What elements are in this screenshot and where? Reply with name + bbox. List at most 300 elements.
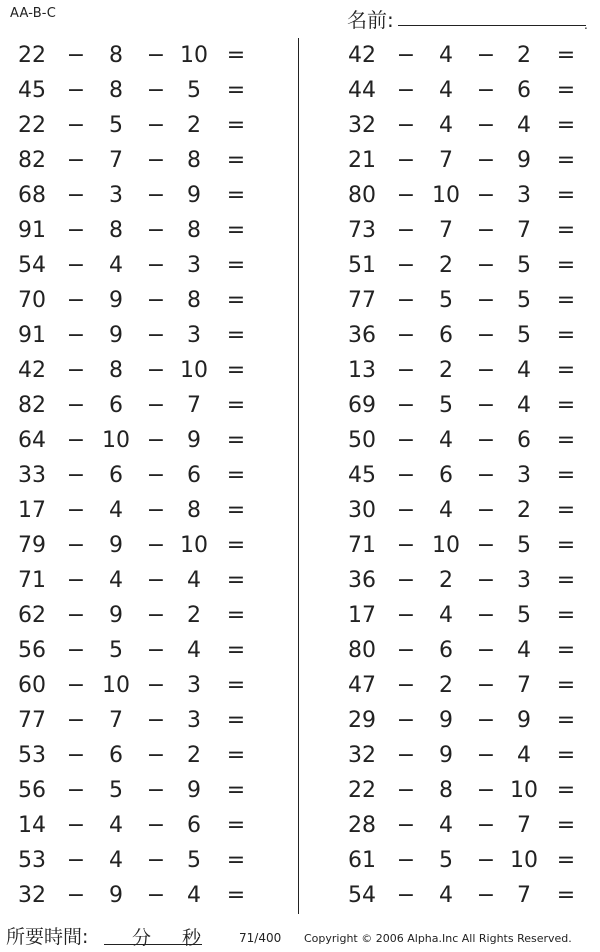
minuend: 29 [348,708,376,733]
problem-row [0,493,270,528]
problem-row [0,563,270,598]
subtrahend-1: 4 [109,498,123,523]
subtrahend-1: 9 [109,323,123,348]
minuend: 56 [18,778,46,803]
minuend: 80 [348,638,376,663]
minuend: 56 [18,638,46,663]
minus-sign: − [476,708,496,733]
equals-sign: = [556,743,576,768]
minus-sign: − [476,568,496,593]
subtrahend-1: 6 [439,463,453,488]
minuend: 80 [348,183,376,208]
minus-sign: − [396,603,416,628]
problem-row [330,178,600,213]
minus-sign: − [476,498,496,523]
problem-row [0,423,270,458]
minuend: 61 [348,848,376,873]
problem-row [330,703,600,738]
minuend: 51 [348,253,376,278]
minus-sign: − [146,113,166,138]
subtrahend-2: 2 [187,743,201,768]
equals-sign: = [556,253,576,278]
subtrahend-2: 6 [187,813,201,838]
subtrahend-1: 7 [439,148,453,173]
problem-row [330,388,600,423]
subtrahend-1: 10 [432,533,460,558]
minus-sign: − [66,883,86,908]
subtrahend-2: 10 [180,533,208,558]
subtrahend-2: 4 [517,743,531,768]
minus-sign: − [476,288,496,313]
minuend: 70 [18,288,46,313]
minus-sign: − [396,778,416,803]
problem-row [330,213,600,248]
subtrahend-2: 10 [180,43,208,68]
problem-row [0,528,270,563]
minuend: 17 [18,498,46,523]
equals-sign: = [556,708,576,733]
minus-sign: − [66,463,86,488]
subtrahend-2: 5 [517,323,531,348]
minus-sign: − [66,288,86,313]
subtrahend-1: 10 [102,428,130,453]
subtrahend-2: 7 [517,883,531,908]
equals-sign: = [226,743,246,768]
minus-sign: − [66,78,86,103]
minuend: 17 [348,603,376,628]
subtrahend-2: 7 [517,673,531,698]
minuend: 14 [18,813,46,838]
subtrahend-1: 5 [439,288,453,313]
minuend: 71 [18,568,46,593]
minus-sign: − [396,883,416,908]
subtrahend-2: 7 [517,813,531,838]
minuend: 68 [18,183,46,208]
problem-row [330,283,600,318]
subtrahend-1: 5 [109,778,123,803]
minus-sign: − [476,778,496,803]
problem-row [0,283,270,318]
problem-row [0,808,270,843]
minuend: 32 [348,743,376,768]
equals-sign: = [226,43,246,68]
equals-sign: = [556,78,576,103]
minus-sign: − [396,708,416,733]
subtrahend-1: 8 [109,218,123,243]
minus-sign: − [146,568,166,593]
problem-row [330,353,600,388]
subtrahend-2: 7 [187,393,201,418]
subtrahend-2: 2 [187,113,201,138]
equals-sign: = [226,533,246,558]
subtrahend-1: 9 [109,883,123,908]
minus-sign: − [146,813,166,838]
minus-sign: − [66,218,86,243]
equals-sign: = [226,778,246,803]
minus-sign: − [146,743,166,768]
minuend: 91 [18,218,46,243]
problems-right-column [330,38,600,913]
problem-row [0,143,270,178]
equals-sign: = [556,813,576,838]
minus-sign: − [66,743,86,768]
problem-row [0,248,270,283]
minus-sign: − [66,498,86,523]
equals-sign: = [556,848,576,873]
minus-sign: − [476,883,496,908]
minuend: 73 [348,218,376,243]
minus-sign: − [66,533,86,558]
subtrahend-2: 3 [517,463,531,488]
name-field-line[interactable] [398,25,586,26]
subtrahend-2: 3 [517,568,531,593]
equals-sign: = [226,393,246,418]
minus-sign: − [476,673,496,698]
problem-row [0,598,270,633]
minuend: 53 [18,743,46,768]
subtrahend-2: 2 [187,603,201,628]
minuend: 42 [348,43,376,68]
subtrahend-2: 2 [517,43,531,68]
problem-row [0,38,270,73]
subtrahend-2: 9 [187,778,201,803]
minuend: 79 [18,533,46,558]
equals-sign: = [226,568,246,593]
minus-sign: − [66,43,86,68]
equals-sign: = [226,358,246,383]
problem-row [0,178,270,213]
minus-sign: − [66,358,86,383]
subtrahend-2: 3 [187,323,201,348]
equals-sign: = [556,603,576,628]
subtrahend-1: 7 [439,218,453,243]
equals-sign: = [226,708,246,733]
problem-row [330,738,600,773]
equals-sign: = [226,638,246,663]
minus-sign: − [66,568,86,593]
minus-sign: − [66,673,86,698]
worksheet-code: AA-B-C [10,6,56,21]
subtrahend-2: 4 [187,568,201,593]
equals-sign: = [226,148,246,173]
subtrahend-1: 9 [109,288,123,313]
minus-sign: − [476,218,496,243]
equals-sign: = [226,218,246,243]
subtrahend-1: 4 [439,883,453,908]
minus-sign: − [396,288,416,313]
subtrahend-2: 3 [187,673,201,698]
problem-row [0,213,270,248]
minus-sign: − [476,323,496,348]
subtrahend-2: 5 [517,288,531,313]
minus-sign: − [476,603,496,628]
minus-sign: − [146,463,166,488]
minus-sign: − [66,708,86,733]
minuend: 82 [18,148,46,173]
problem-row [330,563,600,598]
minus-sign: − [396,253,416,278]
subtrahend-1: 8 [109,78,123,103]
subtrahend-1: 4 [439,113,453,138]
subtrahend-1: 3 [109,183,123,208]
equals-sign: = [556,568,576,593]
subtrahend-1: 4 [439,603,453,628]
equals-sign: = [556,43,576,68]
column-divider [298,38,299,914]
problem-row [330,73,600,108]
equals-sign: = [226,78,246,103]
subtrahend-2: 8 [187,148,201,173]
equals-sign: = [226,183,246,208]
minuend: 33 [18,463,46,488]
minus-sign: − [476,848,496,873]
equals-sign: = [226,603,246,628]
problem-row [330,598,600,633]
minus-sign: − [476,463,496,488]
minuend: 77 [348,288,376,313]
minus-sign: − [146,673,166,698]
subtrahend-2: 7 [517,218,531,243]
minus-sign: − [396,78,416,103]
minus-sign: − [146,323,166,348]
subtrahend-2: 6 [517,428,531,453]
problem-row [330,423,600,458]
minus-sign: − [396,813,416,838]
problem-row [330,248,600,283]
minus-sign: − [66,253,86,278]
minus-sign: − [146,638,166,663]
equals-sign: = [226,288,246,313]
name-label: 名前: [347,8,394,32]
equals-sign: = [226,848,246,873]
minuend: 77 [18,708,46,733]
minuend: 54 [348,883,376,908]
subtrahend-2: 9 [187,183,201,208]
subtrahend-1: 6 [109,743,123,768]
problem-row [0,353,270,388]
time-label: 所要時間: [6,926,89,948]
minuend: 53 [18,848,46,873]
equals-sign: = [556,673,576,698]
subtrahend-1: 6 [439,638,453,663]
subtrahend-1: 4 [439,43,453,68]
minus-sign: − [476,393,496,418]
minus-sign: − [396,323,416,348]
equals-sign: = [556,428,576,453]
problem-row [0,773,270,808]
minus-sign: − [66,848,86,873]
minus-sign: − [66,148,86,173]
minus-sign: − [396,638,416,663]
minuend: 22 [348,778,376,803]
subtrahend-2: 10 [510,778,538,803]
subtrahend-2: 9 [187,428,201,453]
problems-left-column [0,38,270,913]
subtrahend-2: 5 [517,253,531,278]
subtrahend-2: 8 [187,288,201,313]
equals-sign: = [556,883,576,908]
footer [0,920,600,952]
problem-row [0,843,270,878]
equals-sign: = [556,323,576,348]
minus-sign: − [66,603,86,628]
minuend: 44 [348,78,376,103]
equals-sign: = [556,288,576,313]
minus-sign: − [476,78,496,103]
minuend: 30 [348,498,376,523]
page-number: 71/400 [239,931,282,945]
minuend: 45 [348,463,376,488]
minus-sign: − [66,323,86,348]
subtrahend-1: 5 [439,393,453,418]
equals-sign: = [226,673,246,698]
subtrahend-2: 6 [187,463,201,488]
subtrahend-2: 3 [187,708,201,733]
minus-sign: − [146,288,166,313]
equals-sign: = [556,533,576,558]
minus-sign: − [146,148,166,173]
subtrahend-2: 4 [517,113,531,138]
minus-sign: − [146,708,166,733]
problem-row [330,38,600,73]
minus-sign: − [146,848,166,873]
equals-sign: = [556,218,576,243]
subtrahend-1: 10 [432,183,460,208]
subtrahend-1: 6 [109,463,123,488]
minus-sign: − [476,533,496,558]
subtrahend-1: 5 [109,113,123,138]
problem-row [330,808,600,843]
problem-row [330,108,600,143]
problem-row [0,108,270,143]
subtrahend-1: 8 [109,358,123,383]
subtrahend-2: 8 [187,218,201,243]
subtrahend-2: 4 [187,638,201,663]
minus-sign: − [396,183,416,208]
equals-sign: = [556,113,576,138]
minus-sign: − [476,148,496,173]
minus-sign: − [146,218,166,243]
subtrahend-1: 7 [109,708,123,733]
equals-sign: = [226,463,246,488]
subtrahend-1: 4 [439,498,453,523]
minuend: 47 [348,673,376,698]
minus-sign: − [396,743,416,768]
minus-sign: − [146,78,166,103]
subtrahend-1: 9 [109,533,123,558]
minus-sign: − [146,533,166,558]
problem-row [330,773,600,808]
minuend: 54 [18,253,46,278]
subtrahend-1: 2 [439,358,453,383]
minus-sign: − [146,428,166,453]
minus-sign: − [476,183,496,208]
minuend: 32 [348,113,376,138]
seconds-label: 秒 [182,927,202,949]
equals-sign: = [226,498,246,523]
minuend: 50 [348,428,376,453]
minus-sign: − [396,393,416,418]
minuend: 32 [18,883,46,908]
minus-sign: − [476,428,496,453]
problem-row [330,143,600,178]
minus-sign: − [66,778,86,803]
minus-sign: − [396,498,416,523]
problem-row [0,458,270,493]
minuend: 28 [348,813,376,838]
subtrahend-1: 10 [102,673,130,698]
minus-sign: − [476,113,496,138]
subtrahend-1: 2 [439,673,453,698]
minus-sign: − [476,743,496,768]
minus-sign: − [476,358,496,383]
equals-sign: = [556,393,576,418]
subtrahend-2: 6 [517,78,531,103]
problem-row [0,318,270,353]
subtrahend-1: 4 [439,813,453,838]
minus-sign: − [146,183,166,208]
equals-sign: = [556,183,576,208]
name-field-end: . [584,18,588,32]
minus-sign: − [66,813,86,838]
minuend: 45 [18,78,46,103]
minus-sign: − [396,148,416,173]
minutes-label: 分 [132,927,152,949]
subtrahend-2: 3 [187,253,201,278]
minuend: 71 [348,533,376,558]
minuend: 36 [348,568,376,593]
minus-sign: − [476,638,496,663]
minus-sign: − [146,498,166,523]
subtrahend-1: 4 [109,813,123,838]
subtrahend-1: 9 [439,743,453,768]
problem-row [330,528,600,563]
problem-row [0,703,270,738]
problem-row [0,73,270,108]
minus-sign: − [396,568,416,593]
equals-sign: = [556,498,576,523]
subtrahend-2: 2 [517,498,531,523]
subtrahend-2: 4 [517,358,531,383]
subtrahend-1: 6 [439,323,453,348]
minus-sign: − [66,393,86,418]
minuend: 13 [348,358,376,383]
problem-row [330,668,600,703]
subtrahend-2: 9 [517,708,531,733]
minus-sign: − [146,358,166,383]
minus-sign: − [146,393,166,418]
minus-sign: − [146,43,166,68]
minus-sign: − [396,673,416,698]
problem-row [0,738,270,773]
problem-row [330,458,600,493]
subtrahend-1: 8 [109,43,123,68]
problem-row [0,668,270,703]
equals-sign: = [226,428,246,453]
equals-sign: = [556,778,576,803]
minus-sign: − [146,778,166,803]
subtrahend-1: 4 [109,848,123,873]
minus-sign: − [476,813,496,838]
subtrahend-2: 5 [517,603,531,628]
problem-row [0,388,270,423]
minus-sign: − [396,358,416,383]
minuend: 69 [348,393,376,418]
minuend: 82 [18,393,46,418]
subtrahend-2: 4 [187,883,201,908]
subtrahend-1: 5 [109,638,123,663]
equals-sign: = [226,113,246,138]
